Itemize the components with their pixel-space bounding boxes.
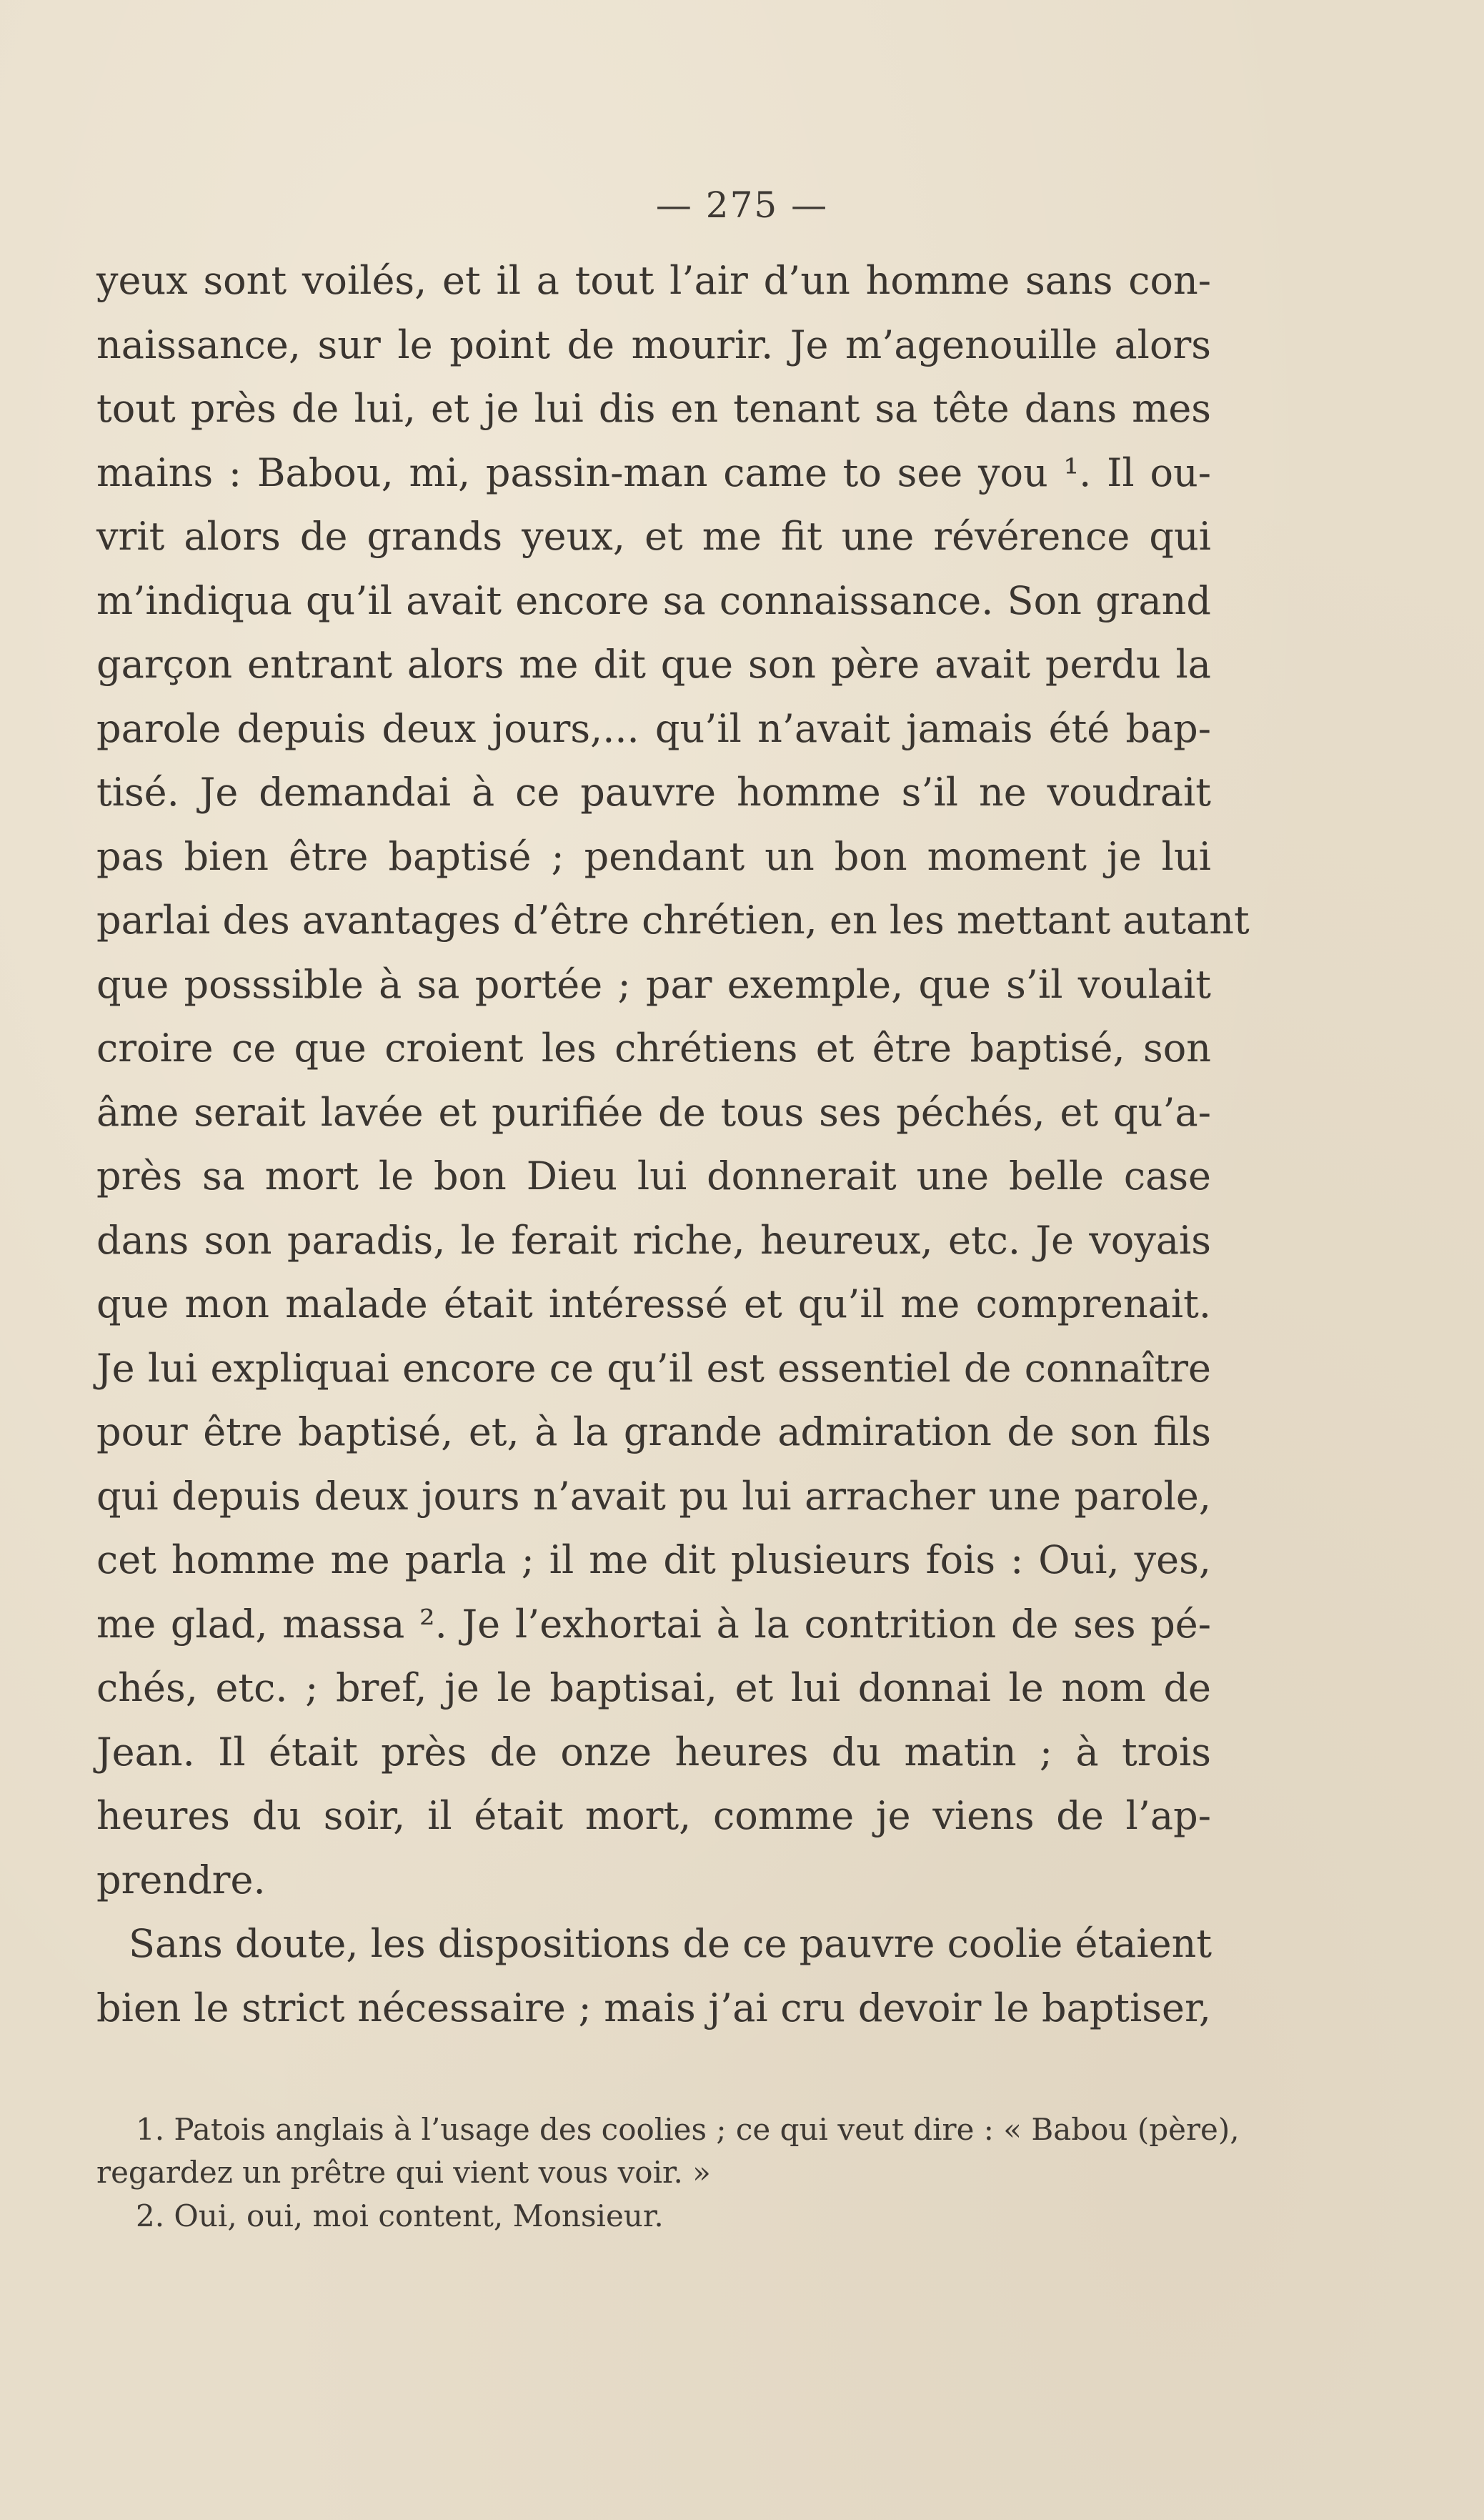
footnote-1: 1. Patois anglais à l’usage des coolies ; ce qui veut dire : « Babou (père),: [136, 2112, 1240, 2147]
text-line: yeux sont voilés, et il a tout l’air d’un homme sans con-: [96, 258, 1211, 303]
text-line: que posssible à sa portée ; par exemple, que s’il voulait: [96, 962, 1211, 1007]
text-line: bien le strict nécessaire ; mais j’ai cru devoir le baptiser,: [96, 1985, 1211, 2030]
text-line: m’indiqua qu’il avait encore sa connaissance. Son grand: [96, 578, 1211, 623]
text-line: prendre.: [96, 1857, 266, 1903]
text-line: dans son paradis, le ferait riche, heureux, etc. Je voyais: [96, 1218, 1211, 1263]
text-line: pour être baptisé, et, à la grande admiration de son fils: [96, 1409, 1211, 1454]
text-line: tisé. Je demandai à ce pauvre homme s’il ne voudrait: [96, 770, 1211, 815]
text-line: cet homme me parla ; il me dit plusieurs fois : Oui, yes,: [96, 1537, 1211, 1582]
text-line: heures du soir, il était mort, comme je viens de l’ap-: [96, 1793, 1211, 1838]
text-line: naissance, sur le point de mourir. Je m’agenouille alors: [96, 322, 1211, 367]
text-line: me glad, massa ². Je l’exhortai à la contrition de ses pé-: [96, 1602, 1211, 1647]
text-line: pas bien être baptisé ; pendant un bon moment je lui: [96, 834, 1211, 879]
text-line: qui depuis deux jours n’avait pu lui arracher une parole,: [96, 1474, 1211, 1519]
text-line: que mon malade était intéressé et qu’il me comprenait.: [96, 1281, 1211, 1326]
text-line: Jean. Il était près de onze heures du matin ; à trois: [96, 1730, 1211, 1775]
text-line: parlai des avantages d’être chrétien, en les mettant autant: [96, 898, 1250, 943]
page-number: — 275 —: [655, 184, 829, 226]
footnote-2: 2. Oui, oui, moi content, Monsieur.: [136, 2198, 664, 2233]
text-line: Je lui expliquai encore ce qu’il est essentiel de connaître: [96, 1346, 1211, 1391]
text-line: chés, etc. ; bref, je le baptisai, et lui donnai le nom de: [96, 1665, 1211, 1710]
text-line: mains : Babou, mi, passin-man came to see you ¹. Il ou-: [96, 450, 1211, 495]
text-line: vrit alors de grands yeux, et me fit une révérence qui: [96, 514, 1211, 559]
text-line: près sa mort le bon Dieu lui donnerait une belle case: [96, 1154, 1211, 1199]
text-line: croire ce que croient les chrétiens et être baptisé, son: [96, 1026, 1211, 1071]
text-line: parole depuis deux jours,... qu’il n’avait jamais été bap-: [96, 706, 1211, 751]
text-line: tout près de lui, et je lui dis en tenant sa tête dans mes: [96, 386, 1211, 431]
text-line: garçon entrant alors me dit que son père avait perdu la: [96, 642, 1211, 687]
text-line: âme serait lavée et purifiée de tous ses péchés, et qu’a-: [96, 1090, 1211, 1135]
text-line: Sans doute, les dispositions de ce pauvre coolie étaient: [129, 1921, 1212, 1966]
footnote-1-continued: regardez un prêtre qui vient vous voir. »: [96, 2155, 711, 2190]
